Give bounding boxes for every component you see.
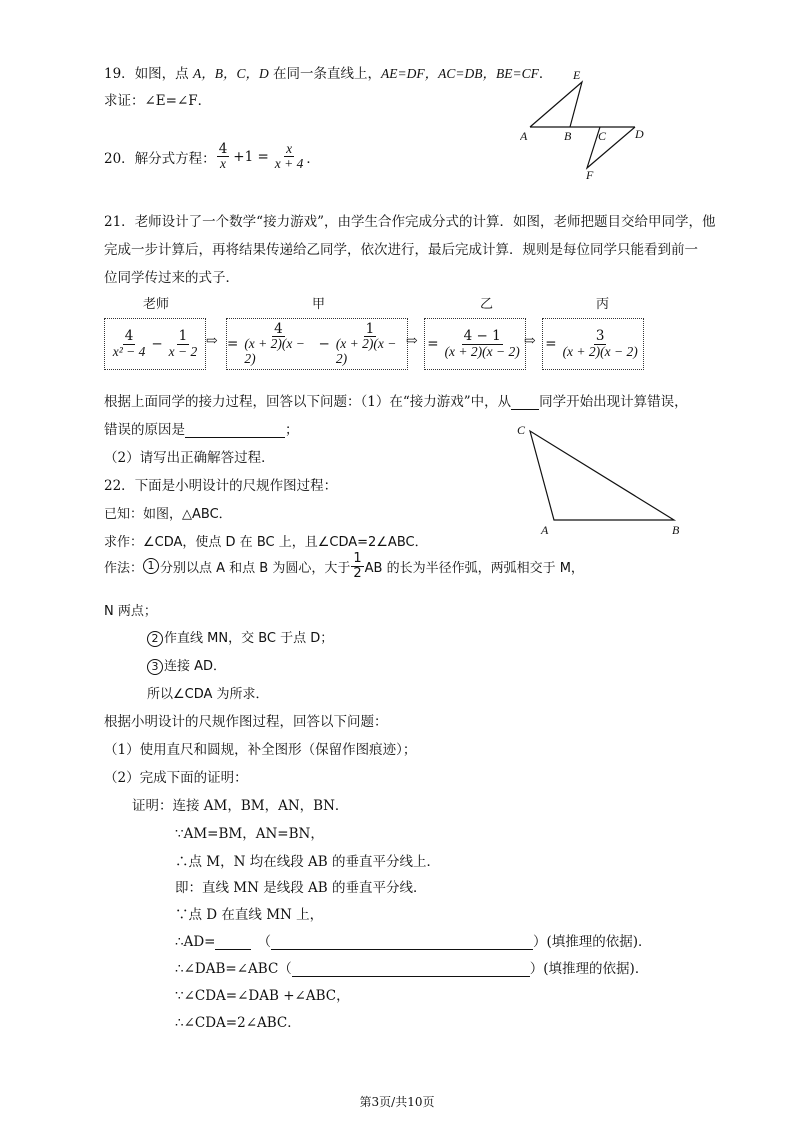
label-d: D (635, 127, 644, 141)
q22-answer-intro: 根据小明设计的尺规作图过程，回答以下问题： (104, 714, 388, 730)
q19-text: 如图，点 (134, 66, 193, 82)
q22-sub1: （1）使用直尺和圆规，补全图形（保留作图痕迹）； (104, 742, 417, 758)
label-b: B (564, 129, 572, 143)
q21-sub1-pre: 根据上面同学的接力过程，回答以下问题：（1）在“接力游戏”中，从 (104, 394, 512, 410)
q19-number: 19． (104, 66, 135, 82)
q21-number: 21． (104, 214, 135, 230)
q20-end: ． (306, 150, 320, 167)
relay-box-teacher (104, 318, 206, 370)
role-yi: 乙 (480, 297, 494, 312)
answer-blank-ad-reason[interactable] (271, 935, 533, 950)
box2-eq: = (227, 336, 239, 352)
box1-frac1 (111, 329, 148, 358)
arrow-2: ⇨ (406, 333, 418, 349)
proof-line-1: 证明：连接 AM，BM，AN，BN． (132, 798, 349, 814)
label-b-22: B (672, 523, 680, 537)
q22-ask: 求作：∠CDA，使点 D 在 BC 上，且∠CDA=2∠ABC． (104, 535, 428, 550)
q19-end: ． (538, 66, 553, 82)
triangle-dfc (587, 127, 635, 168)
q22-sub2: （2）完成下面的证明： (104, 770, 248, 786)
q20-number: 20． (104, 150, 135, 167)
role-bing: 丙 (596, 297, 610, 312)
label-c-22: C (517, 423, 526, 437)
q20-f2-den: x + 4 (274, 156, 304, 172)
q21-para1-text: 老师设计了一个数学“接力游戏”，由学生合作完成分式的计算．如图，老师把题目交给甲同学，他 (134, 214, 716, 230)
box2-n1: 4 (274, 321, 283, 338)
label-f: F (586, 168, 594, 182)
box1-n1: 4 (124, 328, 134, 345)
q19-conditions: AE=DF，AC=DB，BE=CF (381, 66, 539, 81)
box4-eq: = (545, 336, 557, 352)
box4-n1: 3 (595, 328, 605, 345)
triangle-abe (530, 82, 582, 127)
q21-para2: 完成一步计算后，再将结果传递给乙同学，依次进行，最后完成计算．规则是每位同学只能看到前一 (104, 242, 698, 258)
arrow-3: ⇨ (524, 333, 536, 349)
box2-n2: 1 (365, 321, 375, 338)
label-a: A (520, 129, 528, 143)
box2-frac2 (334, 322, 406, 366)
q21-para1 (104, 210, 716, 230)
q22-method-label: 作法： (104, 560, 144, 576)
box1-d1: x² − 4 (112, 343, 146, 359)
step2-marker: 2 (147, 631, 163, 647)
q22-intro-text: 下面是小明设计的尺规作图过程： (134, 478, 338, 494)
q21-sub1-post: 同学开始出现计算错误， (539, 394, 688, 410)
proof-line-4: 即：直线 MN 是线段 AB 的垂直平分线． (175, 880, 427, 896)
q19-prove: 求证：∠E=∠F． (104, 93, 212, 109)
box3-d1: (x + 2)(x − 2) (444, 343, 520, 359)
ad-mid: （ (257, 934, 271, 950)
q20-plus-one: +1 = (233, 148, 269, 165)
q21-sub2: （2）请写出正确解答过程． (104, 450, 275, 466)
box1-n2: 1 (178, 328, 188, 345)
q22-step1 (104, 552, 584, 580)
q20-prefix: 解分式方程： (134, 150, 216, 167)
q22-triangle-figure (512, 420, 692, 542)
role-jia: 甲 (312, 297, 326, 312)
q21-reason-label: 错误的原因是 (104, 422, 185, 438)
relay-box-yi (424, 318, 526, 370)
q22-step2 (147, 627, 333, 647)
proof-line-2: ∵AM=BM，AN=BN， (175, 826, 324, 842)
box4-d1: (x + 2)(x − 2) (562, 343, 638, 359)
role-teacher: 老师 (143, 297, 170, 312)
box2-frac1 (242, 322, 314, 366)
proof-line-dab (175, 957, 648, 977)
q22-number: 22． (104, 478, 135, 494)
answer-blank-ad[interactable] (215, 935, 251, 950)
ad-pre: ∴AD= (175, 934, 216, 950)
q22-known: 已知：如图，△ABC． (104, 507, 232, 522)
q19-text-mid: 在同一条直线上， (268, 66, 382, 82)
label-c: C (598, 129, 607, 143)
q22-step1-text: 分别以点 A 和点 B 为圆心，大于 (160, 560, 351, 576)
step1-marker: 1 (143, 558, 159, 574)
q21-reason-end: ； (285, 422, 299, 438)
proof-line-5: ∵点 D 在直线 MN 上， (175, 907, 324, 923)
box3-frac (443, 329, 522, 358)
answer-blank-dab-reason[interactable] (292, 962, 530, 977)
q20-fraction-2 (273, 142, 306, 171)
q21-sub1-line2 (104, 418, 299, 438)
q20-f1-den: x (219, 156, 226, 172)
step3-marker: 3 (147, 659, 163, 675)
q20-fraction-1 (217, 142, 230, 171)
q22-step1-cont: N 两点； (104, 604, 157, 619)
q22-step3 (147, 655, 226, 675)
label-a-22: A (541, 523, 549, 537)
q20-f1-num: 4 (218, 141, 228, 157)
box3-eq: = (427, 336, 439, 352)
relay-box-bing (542, 318, 644, 370)
proof-line-3: ∴点 M，N 均在线段 AB 的垂直平分线上． (175, 854, 440, 870)
q22-intro (104, 474, 337, 494)
q19-figure (520, 66, 650, 182)
q21-para3: 位同学传过来的式子． (104, 270, 239, 286)
proof-line-cda2: ∴∠CDA=2∠ABC． (175, 1015, 301, 1031)
box3-n1: 4 − 1 (463, 328, 501, 345)
box4-frac (561, 329, 640, 358)
q22-step1-post: AB 的长为半径作弧，两弧相交于 M， (364, 560, 584, 576)
half-den: 2 (353, 565, 362, 581)
arrow-1: ⇨ (206, 333, 218, 349)
half-num: 1 (353, 551, 362, 566)
proof-line-ad (175, 930, 652, 950)
triangle-abc (530, 431, 674, 520)
q22-step2-text: 作直线 MN，交 BC 于点 D； (164, 631, 334, 646)
q19-points: A，B，C，D (192, 66, 269, 81)
q21-sub1 (104, 390, 688, 410)
ad-post: ）(填推理的依据)． (532, 934, 652, 950)
box2-d1: (x + 2)(x − 2) (244, 336, 305, 366)
box1-frac2 (167, 329, 200, 358)
q22-so: 所以∠CDA 为所求． (147, 687, 269, 702)
relay-box-jia (226, 318, 408, 370)
box2-d2: (x + 2)(x − 2) (335, 336, 397, 366)
q22-step3-text: 连接 AD． (164, 659, 227, 674)
proof-line-cda1: ∵∠CDA=∠DAB +∠ABC， (175, 988, 350, 1004)
q22-half-fraction (351, 552, 363, 580)
box1-op: − (151, 336, 163, 352)
q19-line1 (104, 62, 552, 82)
dab-post: ）(填推理的依据)． (529, 961, 649, 977)
answer-blank-reason[interactable] (185, 423, 285, 438)
q20-line (104, 142, 320, 171)
answer-blank-student[interactable] (511, 395, 539, 410)
dab-pre: ∴∠DAB=∠ABC（ (175, 961, 292, 977)
page-footer: 第3页/共10页 (359, 1095, 435, 1109)
box2-op: − (318, 336, 330, 352)
label-e: E (573, 68, 581, 82)
q20-f2-num: x (286, 141, 293, 156)
box1-d2: x − 2 (168, 343, 198, 359)
